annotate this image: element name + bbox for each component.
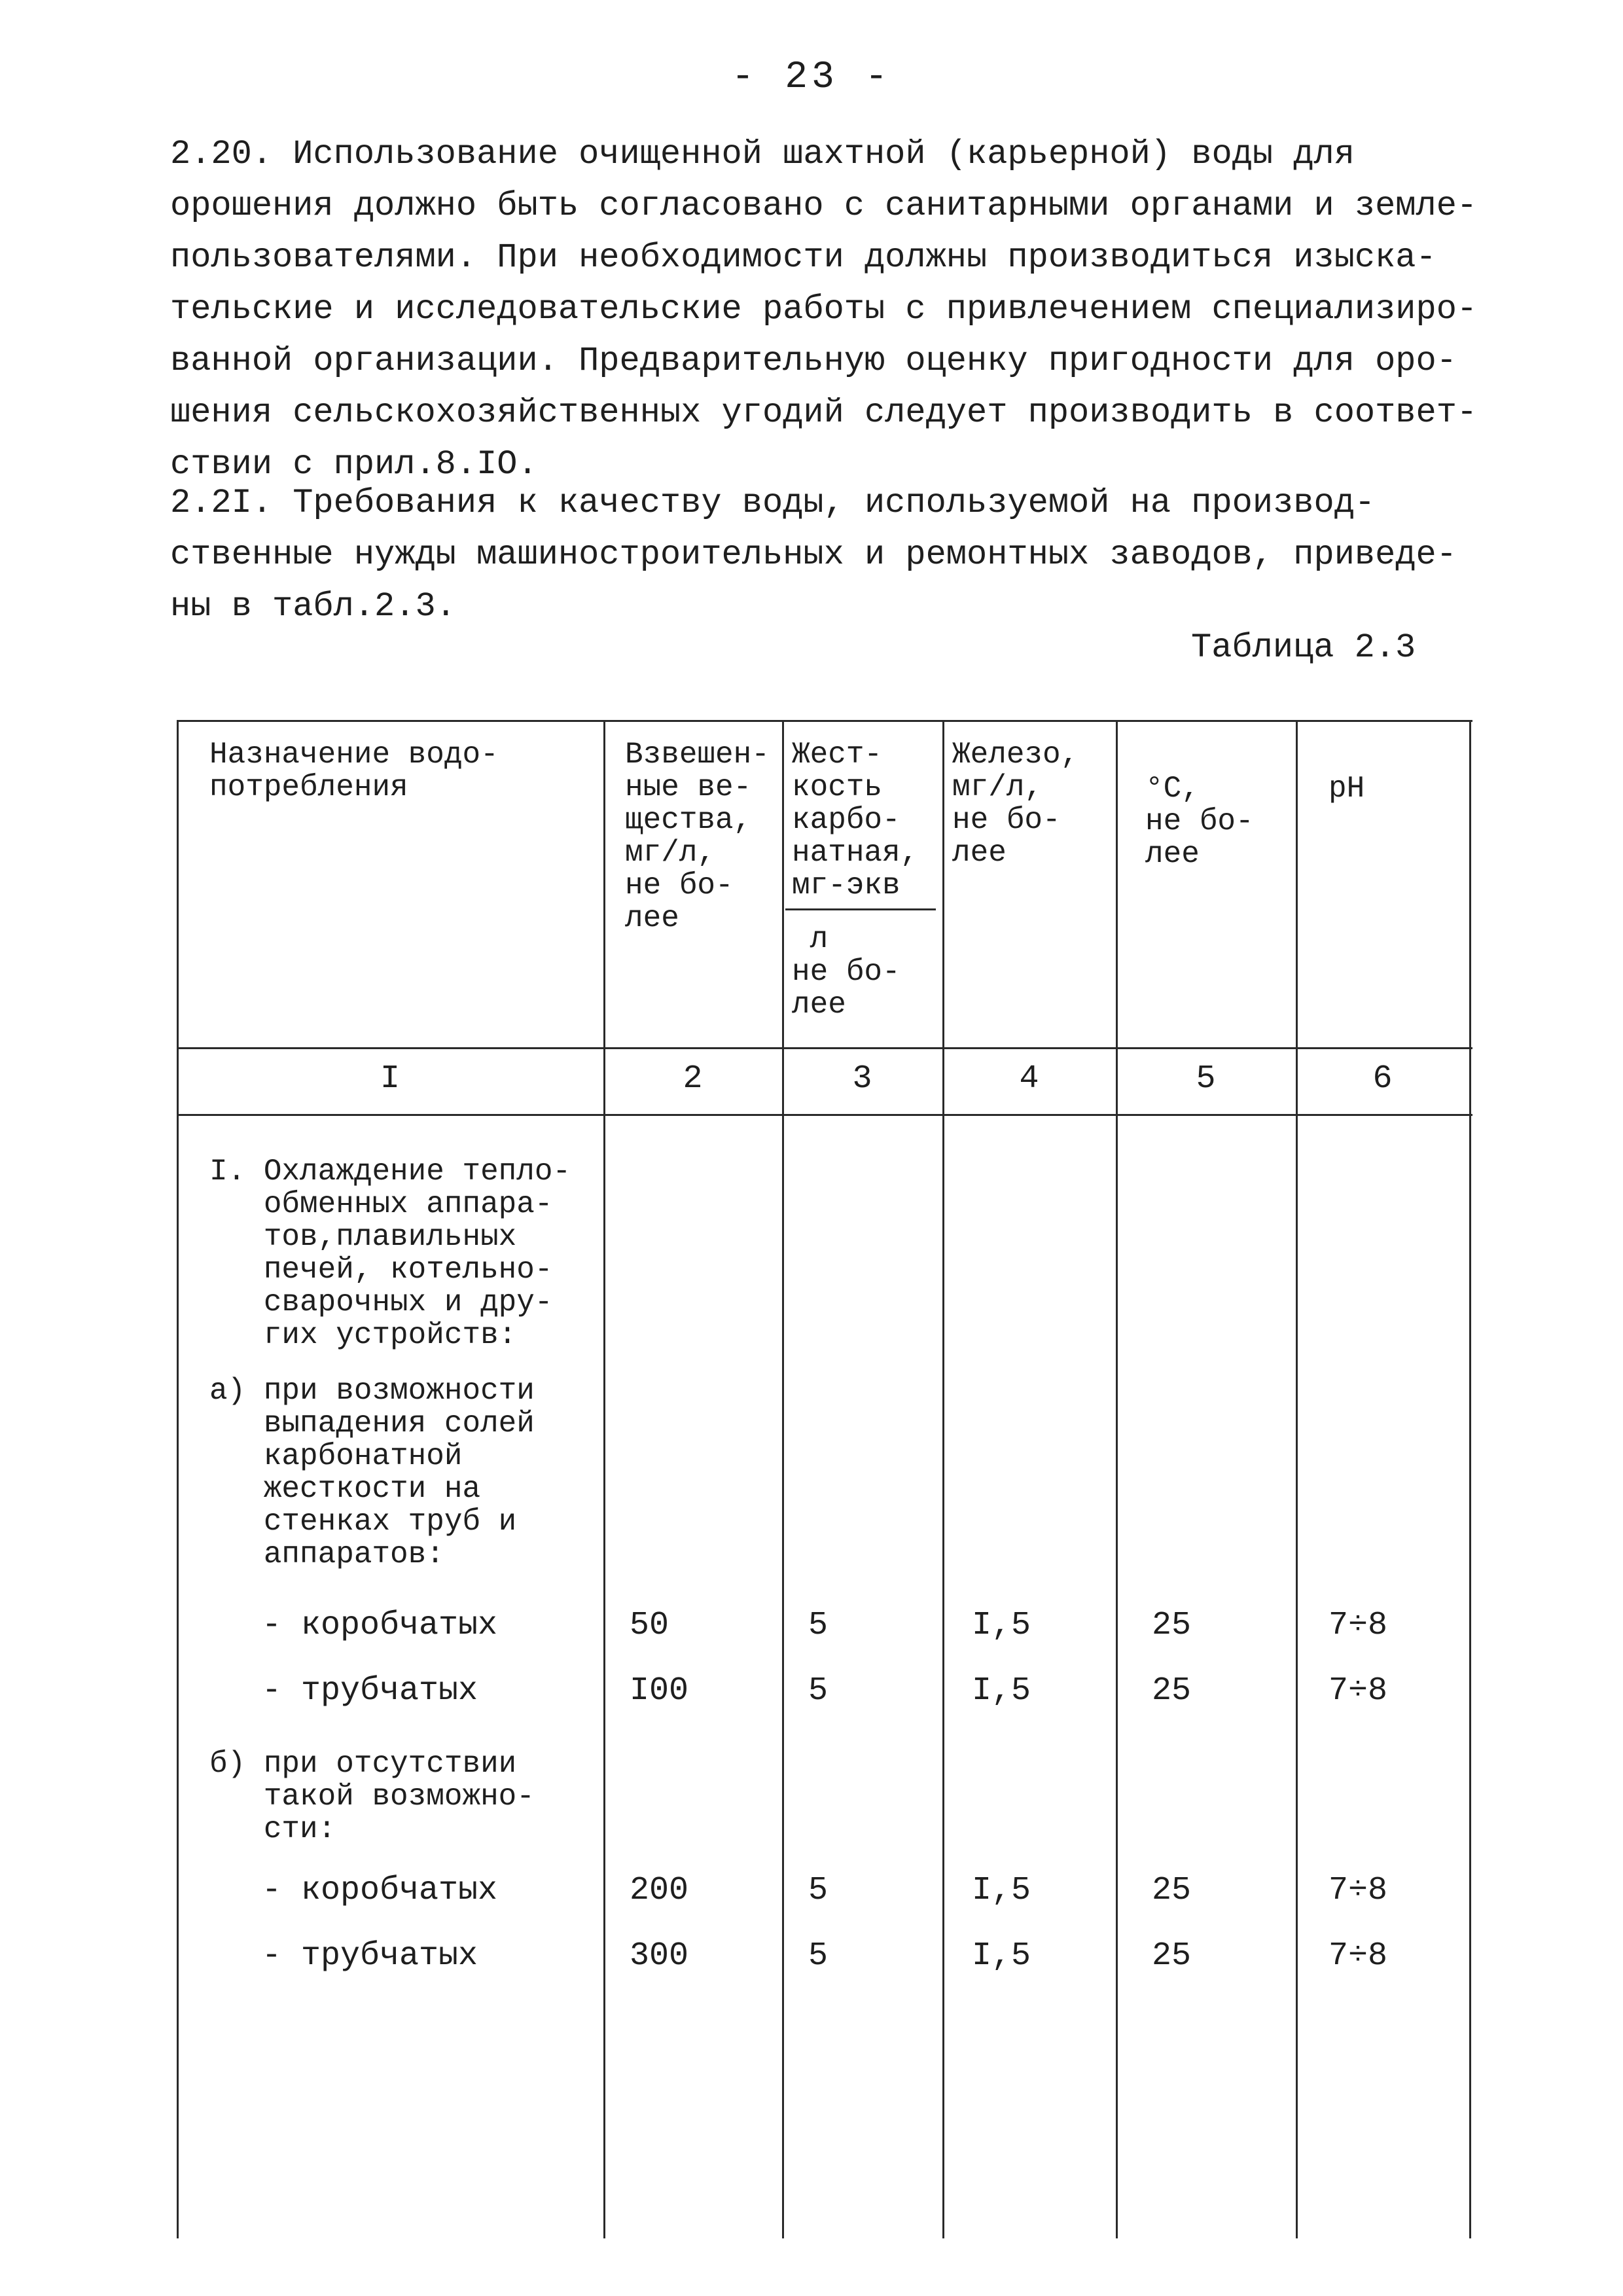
cell-hardness: 5	[808, 1607, 829, 1644]
table-top-border	[177, 720, 1472, 722]
table-right-border	[1469, 720, 1471, 2238]
cell-hardness: 5	[808, 1672, 829, 1710]
column-number-1: I	[380, 1060, 400, 1098]
cell-temperature: 25	[1152, 1672, 1192, 1710]
subgroup-a: а) при возможности выпадения солей карбонатной жесткости на стенках труб и аппаратов:	[209, 1374, 535, 1571]
water-quality-table	[177, 720, 1472, 2238]
row-label: - коробчатых	[262, 1607, 498, 1644]
column-number-6: 6	[1372, 1060, 1393, 1098]
cell-ph: 7÷8	[1329, 1872, 1388, 1909]
cell-iron: I,5	[972, 1937, 1031, 1975]
col-divider-1	[603, 720, 605, 2238]
header-suspended-solids: Взвешен- ные ве- щества, мг/л, не бо- лее	[625, 738, 770, 935]
cell-hardness: 5	[808, 1937, 829, 1975]
fraction-line	[785, 908, 936, 910]
cell-iron: I,5	[972, 1872, 1031, 1909]
header-carbonate-hardness: Жест- кость карбо- натная, мг-экв	[792, 738, 919, 903]
cell-suspended: I00	[630, 1672, 689, 1710]
page-number: - 23 -	[731, 56, 892, 99]
header-iron: Железо, мг/л, не бо- лее	[952, 738, 1079, 870]
cell-iron: I,5	[972, 1672, 1031, 1710]
cell-ph: 7÷8	[1329, 1672, 1388, 1710]
cell-iron: I,5	[972, 1607, 1031, 1644]
cell-suspended: 50	[630, 1607, 669, 1644]
cell-suspended: 200	[630, 1872, 689, 1909]
cell-suspended: 300	[630, 1937, 689, 1975]
row-label: - трубчатых	[262, 1672, 478, 1710]
header-ph: pH	[1329, 772, 1365, 806]
column-number-5: 5	[1196, 1060, 1216, 1098]
cell-ph: 7÷8	[1329, 1607, 1388, 1644]
col-divider-5	[1296, 720, 1298, 2238]
col-divider-3	[942, 720, 944, 2238]
col-divider-4	[1116, 720, 1118, 2238]
header-temperature: °С, не бо- лее	[1145, 772, 1254, 871]
column-number-3: 3	[852, 1060, 872, 1098]
cell-hardness: 5	[808, 1872, 829, 1909]
row-label: - трубчатых	[262, 1937, 478, 1975]
cell-ph: 7÷8	[1329, 1937, 1388, 1975]
row-label: - коробчатых	[262, 1872, 498, 1909]
header-bottom-line	[177, 1047, 1472, 1049]
table-caption: Таблица 2.3	[1191, 628, 1416, 667]
col-divider-2	[782, 720, 784, 2238]
column-number-4: 4	[1019, 1060, 1039, 1098]
numbers-bottom-line	[177, 1114, 1472, 1116]
cell-temperature: 25	[1152, 1872, 1192, 1909]
column-number-2: 2	[683, 1060, 703, 1098]
table-left-border	[177, 720, 179, 2238]
cell-temperature: 25	[1152, 1937, 1192, 1975]
group-title-cooling: I. Охлаждение тепло- обменных аппара- тов,плавильных печей, котельно- сварочных и дру- гих устройств:	[209, 1155, 571, 1352]
cell-temperature: 25	[1152, 1607, 1192, 1644]
header-carbonate-hardness-lower: л не бо- лее	[792, 922, 901, 1022]
subgroup-b: б) при отсутствии такой возможно- сти:	[209, 1747, 535, 1846]
header-purpose: Назначение водо- потребления	[209, 738, 499, 804]
paragraph-2-21: 2.2I. Требования к качеству воды, используемой на производ- ственные нужды машиностроительных и ремонтных заводов, приведе- ны в табл.2.3.	[170, 484, 1457, 626]
paragraph-2-20: 2.20. Использование очищенной шахтной (карьерной) воды для орошения должно быть согласовано с санитарными органами и земле- пользователями. При необходимости должны производиться изыска- тельские и исследовательские работы с привлечением специализиро- ванной организации. Предварительную оценку пригодности для оро- шения сельскохозяйственных угодий следует производить в соответ- ствии с прил.8.IO.	[170, 135, 1478, 484]
